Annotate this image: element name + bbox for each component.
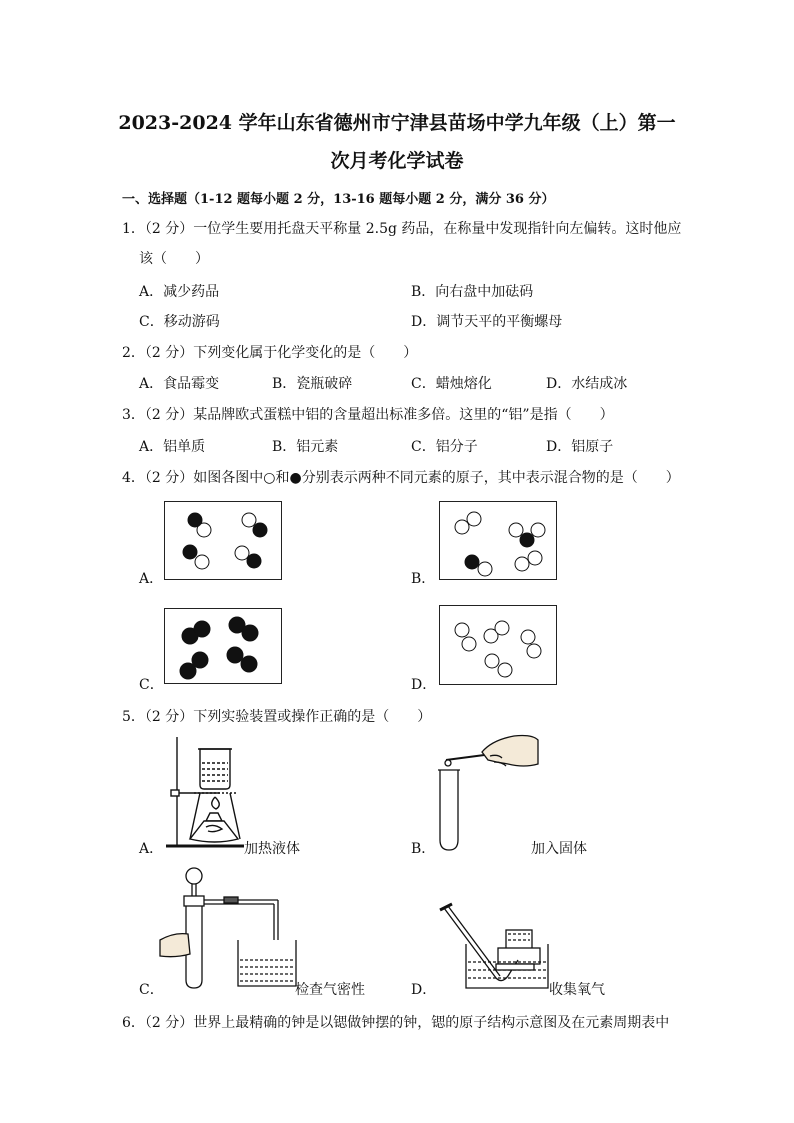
- q5-adding-solid-apparatus: [432, 728, 542, 853]
- q5-caption-d: 收集氧气: [549, 982, 605, 998]
- q4-molecules-b: [440, 502, 558, 581]
- q1-option-c[interactable]: C．移动游码: [139, 314, 220, 330]
- q5-caption-a: 加热液体: [244, 841, 300, 857]
- q5-caption-b: 加入固体: [531, 841, 587, 857]
- q1-stem-line1: 1．（2 分）一位学生要用托盘天平称量 2.5g 药品，在称量中发现指针向左偏转。这时他应: [122, 221, 682, 237]
- q1-option-b[interactable]: B．向右盘中加砝码: [411, 284, 534, 300]
- q5-option-b-label[interactable]: B．: [411, 841, 436, 857]
- q4-molecules-c: [165, 609, 283, 685]
- q5-stem: 5．（2 分）下列实验装置或操作正确的是（ ）: [122, 709, 432, 725]
- q4-option-a-label[interactable]: A．: [139, 571, 164, 587]
- q2-option-a[interactable]: A．食品霉变: [139, 376, 220, 392]
- section-heading: 一、选择题（1-12 题每小题 2 分，13-16 题每小题 2 分，满分 36 分）: [122, 192, 555, 207]
- paper-title-line1: 2023-2024 学年山东省德州市宁津县苗场中学九年级（上）第一: [118, 112, 676, 134]
- q1-stem-line2: 该（ ）: [139, 251, 209, 267]
- q4-figure-b[interactable]: [439, 501, 557, 580]
- paper-title-line2: 次月考化学试卷: [330, 150, 464, 172]
- q4-molecules-d: [440, 606, 558, 686]
- q3-option-b[interactable]: B．铝元素: [272, 439, 339, 455]
- q5-option-a-label[interactable]: A．: [139, 841, 164, 857]
- q1-option-d[interactable]: D．调节天平的平衡螺母: [411, 314, 563, 330]
- q4-figure-a[interactable]: [164, 501, 282, 580]
- q5-caption-c: 检查气密性: [295, 982, 365, 998]
- q3-stem: 3．（2 分）某品牌欧式蛋糕中铝的含量超出标准多倍。这里的“铝”是指（ ）: [122, 407, 614, 423]
- q2-option-d[interactable]: D．水结成冰: [546, 376, 628, 392]
- q1-option-a[interactable]: A．减少药品: [139, 284, 220, 300]
- q5-heating-liquid-apparatus: [160, 735, 250, 855]
- q3-option-c[interactable]: C．铝分子: [411, 439, 478, 455]
- q4-molecules-a: [165, 502, 283, 581]
- q4-option-c-label[interactable]: C．: [139, 677, 164, 693]
- q4-option-b-label[interactable]: B．: [411, 571, 436, 587]
- q3-option-d[interactable]: D．铝原子: [546, 439, 614, 455]
- q5-option-d-label[interactable]: D．: [411, 982, 437, 998]
- q6-stem: 6．（2 分）世界上最精确的钟是以锶做钟摆的钟，锶的原子结构示意图及在元素周期表中: [122, 1015, 670, 1031]
- q4-option-d-label[interactable]: D．: [411, 677, 437, 693]
- q2-stem: 2．（2 分）下列变化属于化学变化的是（ ）: [122, 345, 418, 361]
- q3-option-a[interactable]: A．铝单质: [139, 439, 206, 455]
- q5-airtightness-apparatus: [160, 862, 300, 992]
- q5-option-c-label[interactable]: C．: [139, 982, 164, 998]
- q4-stem: 4．（2 分）如图各图中○和●分别表示两种不同元素的原子，其中表示混合物的是（ ）: [122, 470, 680, 486]
- q4-figure-d[interactable]: [439, 605, 557, 685]
- q2-option-c[interactable]: C．蜡烛熔化: [411, 376, 492, 392]
- q2-option-b[interactable]: B．瓷瓶破碎: [272, 376, 353, 392]
- q4-figure-c[interactable]: [164, 608, 282, 684]
- q5-collect-oxygen-apparatus: [436, 900, 556, 995]
